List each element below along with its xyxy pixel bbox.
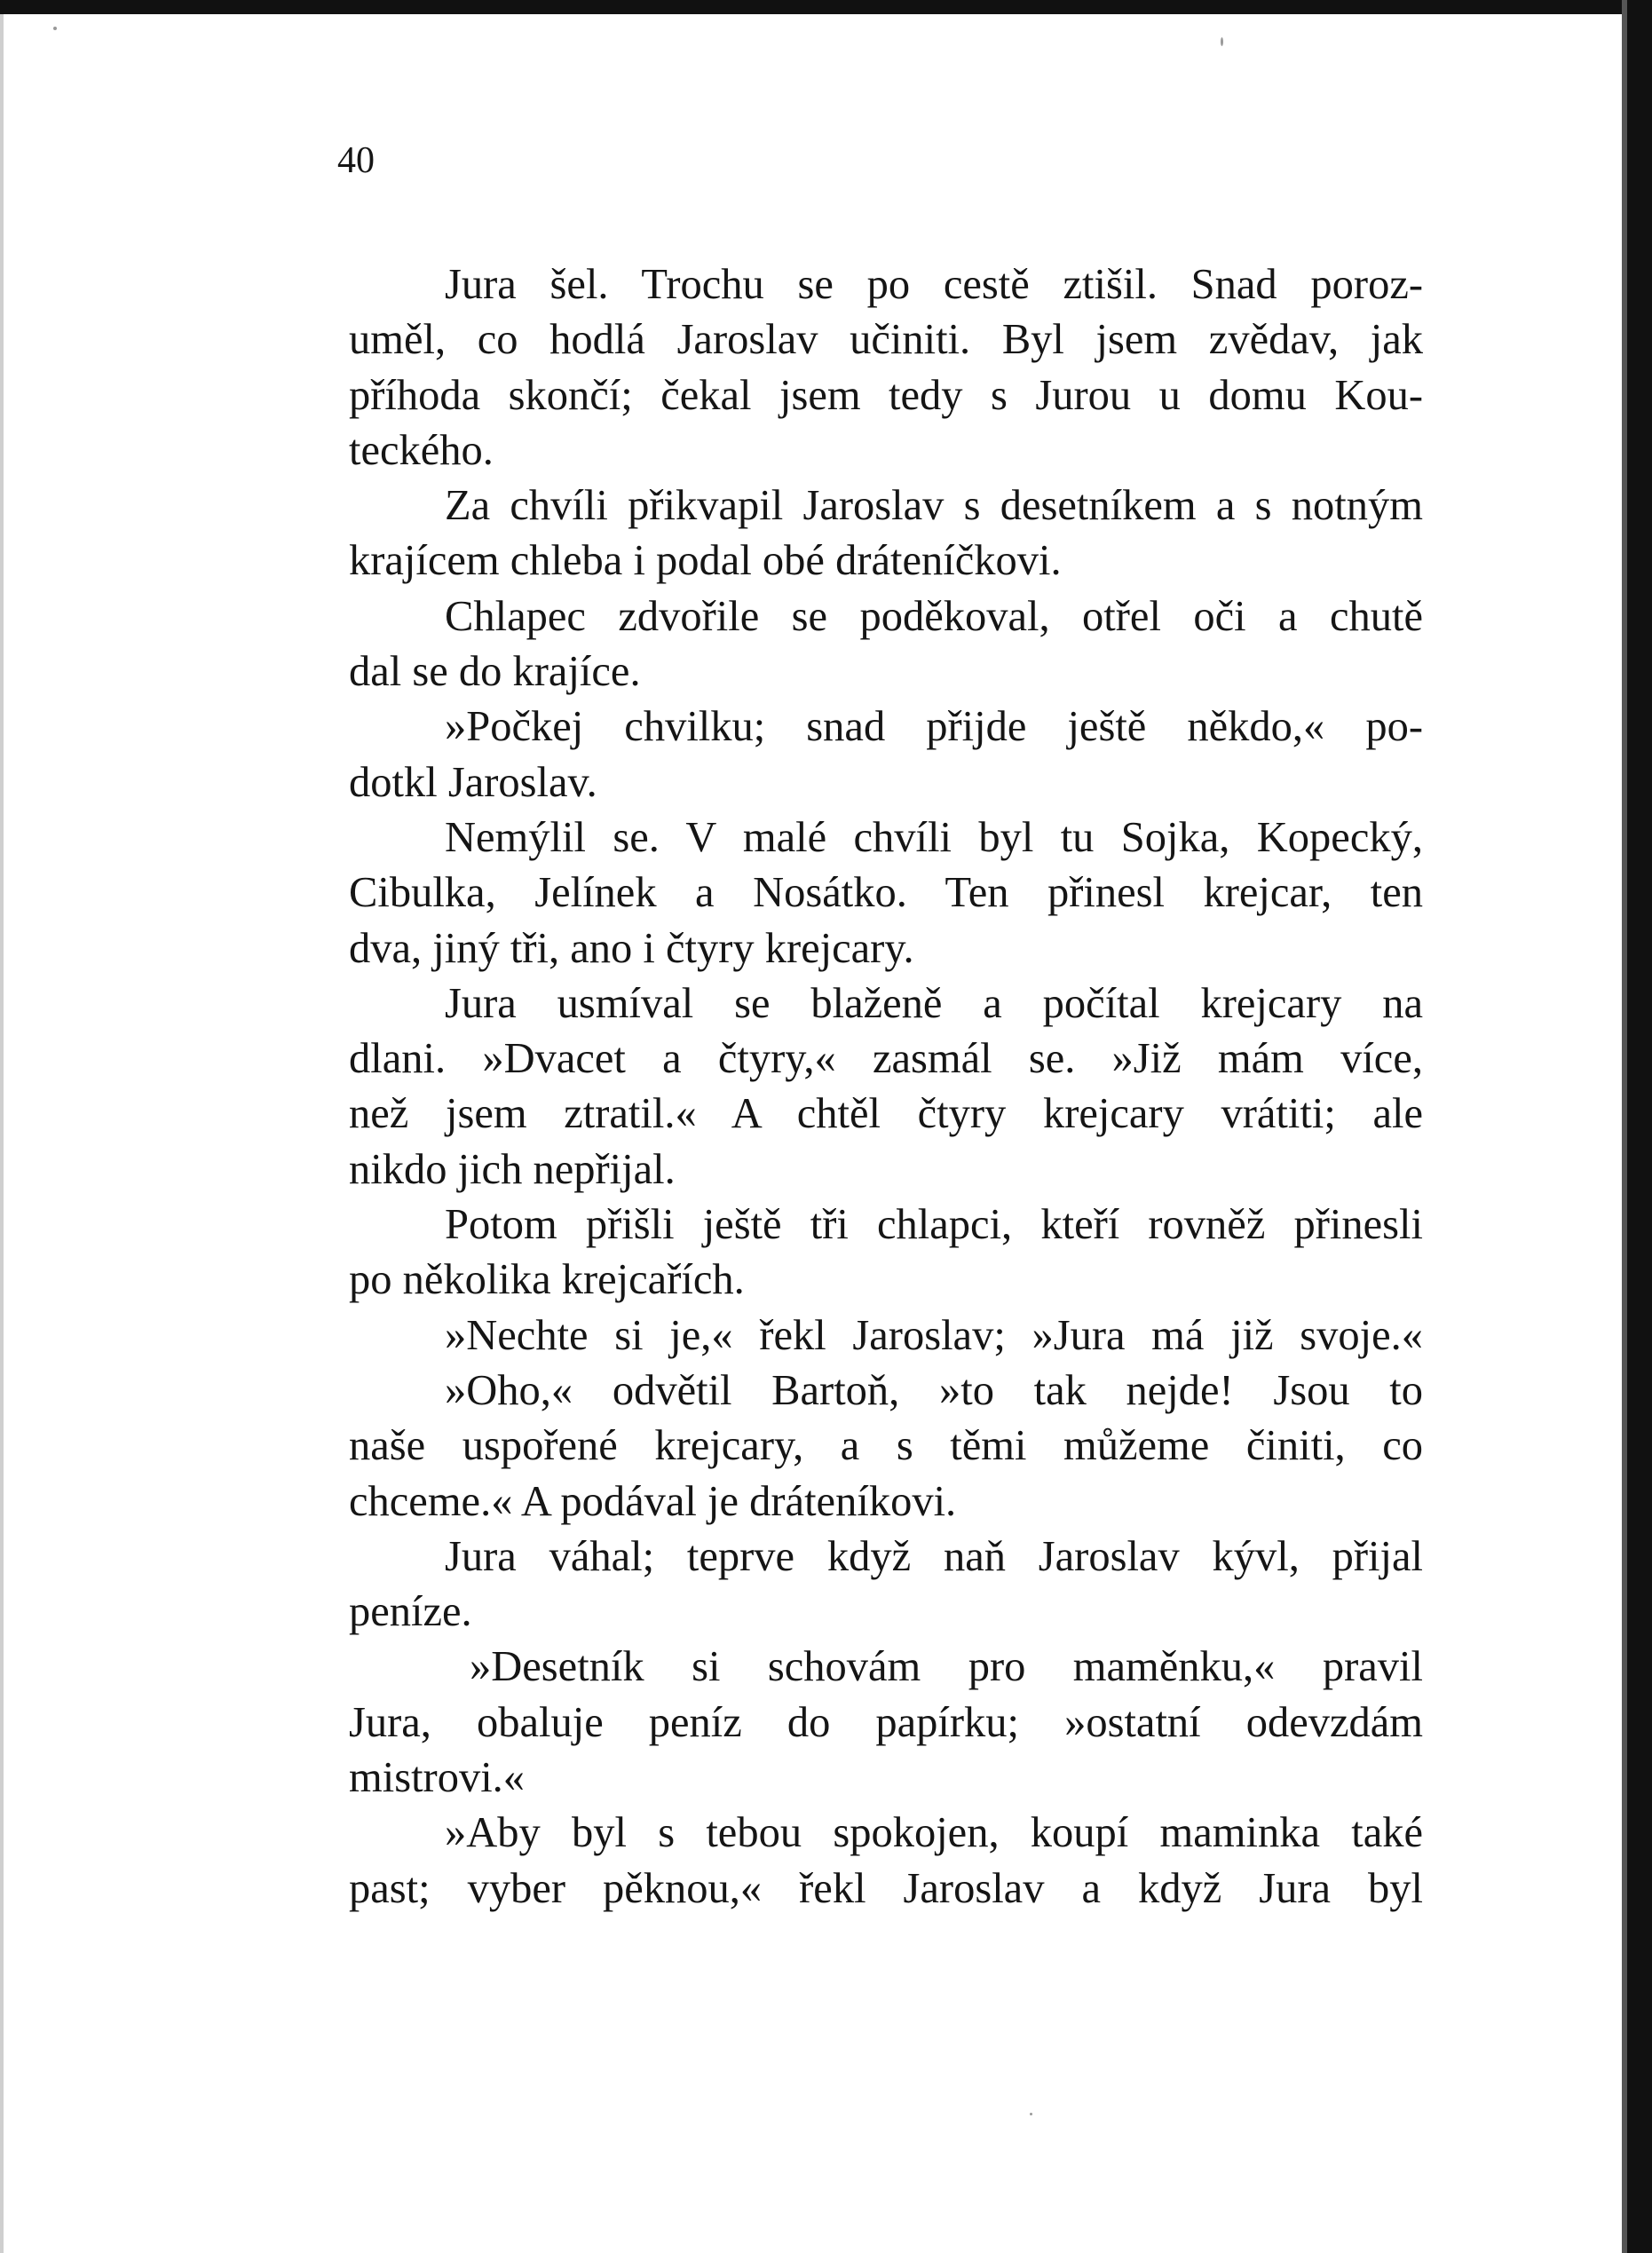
text-line: peníze. <box>349 1588 472 1636</box>
text-line: po několika krejcařích. <box>349 1256 745 1304</box>
body-text <box>349 257 1423 1917</box>
text-line: uměl, co hodlá Jaroslav učiniti. Byl jsem zvědav, jak <box>349 316 1423 364</box>
text-line: Nemýlil se. V malé chvíli byl tu Sojka, Kopecký, <box>445 813 1423 861</box>
text-line: teckého. <box>349 426 494 474</box>
text-line: Jura váhal; teprve když naň Jaroslav kývl, přijal <box>445 1532 1423 1580</box>
text-line: než jsem ztratil.« A chtěl čtyry krejcary vrátiti; ale <box>349 1090 1423 1138</box>
text-line: Chlapec zdvořile se poděkoval, otřel oči a chutě <box>445 592 1423 640</box>
text-line: dlani. »Dvacet a čtyry,« zasmál se. »Již mám více, <box>349 1035 1423 1083</box>
text-line: dal se do krajíce. <box>349 648 641 696</box>
text-line: Cibulka, Jelínek a Nosátko. Ten přinesl krejcar, ten <box>349 869 1423 917</box>
text-line: chceme.« A podával je dráteníkovi. <box>349 1477 957 1525</box>
text-line: Jura usmíval se blaženě a počítal krejcary na <box>445 979 1423 1027</box>
text-line: naše uspořené krejcary, a s těmi můžeme činiti, co <box>349 1422 1423 1470</box>
text-line: příhoda skončí; čekal jsem tedy s Jurou u domu Kou- <box>349 371 1423 419</box>
text-line: »Počkej chvilku; snad přijde ještě někdo,« po- <box>445 703 1423 751</box>
text-line: »Oho,« odvětil Bartoň, »to tak nejde! Jsou to <box>445 1366 1423 1414</box>
text-line: Za chvíli přikvapil Jaroslav s desetníkem a s notným <box>445 482 1423 530</box>
text-line: »Nechte si je,« řekl Jaroslav; »Jura má již svoje.« <box>445 1311 1423 1359</box>
page-number: 40 <box>337 140 375 181</box>
text-line: »Desetník si schovám pro maměnku,« pravil <box>470 1643 1423 1691</box>
text-line: Potom přišli ještě tři chlapci, kteří rovněž přinesli <box>445 1201 1423 1249</box>
text-line: nikdo jich nepřijal. <box>349 1145 676 1193</box>
text-line: krajícem chleba i podal obé dráteníčkovi. <box>349 537 1062 585</box>
text-line: dotkl Jaroslav. <box>349 758 597 806</box>
text-line: »Aby byl s tebou spokojen, koupí maminka také <box>445 1809 1423 1857</box>
text-line: mistrovi.« <box>349 1754 526 1802</box>
text-line: Jura, obaluje peníz do papírku; »ostatní odevzdám <box>349 1698 1423 1746</box>
text-line: Jura šel. Trochu se po cestě ztišil. Snad poroz- <box>445 261 1423 308</box>
text-line: dva, jiný tři, ano i čtyry krejcary. <box>349 924 914 972</box>
text-line: past; vyber pěknou,« řekl Jaroslav a když Jura byl <box>349 1864 1423 1912</box>
